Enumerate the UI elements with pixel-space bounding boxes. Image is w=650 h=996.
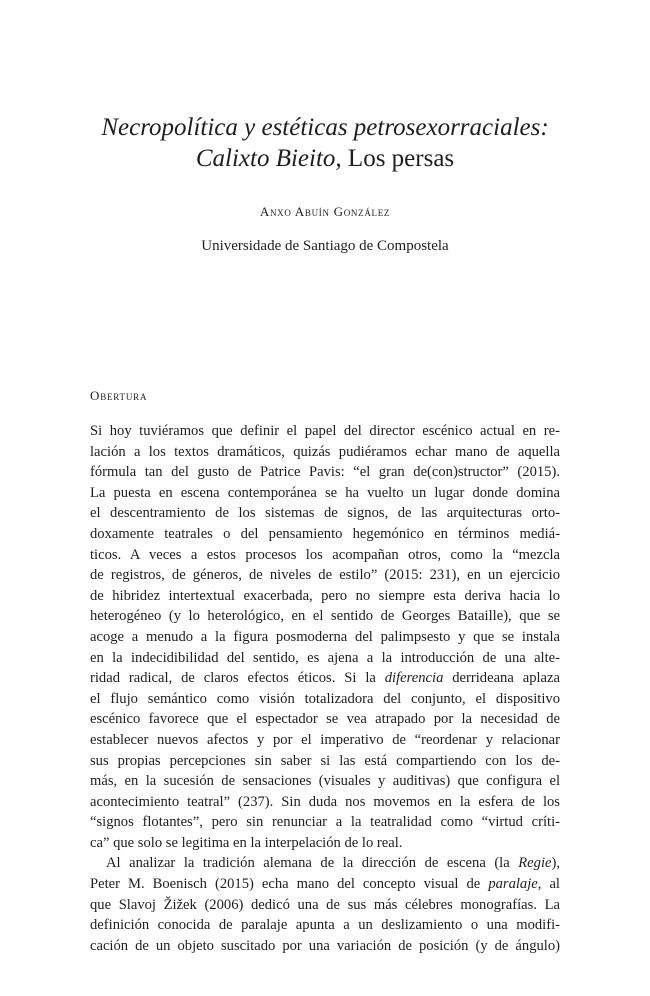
text-line: La puesta en escena contemporánea se ha vuelto un lugar donde domina [90,484,560,501]
text-line: cación de un objeto suscitado por una variación de posición (y de ángulo) [90,937,560,954]
emphasis-diferencia: diferencia [384,670,444,687]
text-line: de registros, de géneros, de niveles de estilo” (2015: 231), en un ejercicio [90,567,560,584]
author-affiliation: Universidade de Santiago de Compostela [201,238,449,254]
text-line: lación a los textos dramáticos, quizás pudiéramos echar mano de aquella [90,443,560,460]
text-line: escénico favorece que el espectador se vea atrapado por la necesidad de [90,711,560,728]
text-line: doxamente teatrales o del pensamiento hegemónico en términos mediá- [90,525,560,542]
text-segment: Peter M. Boenisch (2015) echa mano del concepto visual de [90,876,481,893]
text-line: Si hoy tuviéramos que definir el papel del director escénico actual en re- [90,423,560,439]
title-line-1: Necropolítica y estéticas petrosexorraciales: [101,114,549,141]
text-line: sus propias percepciones sin saber si las está compartiendo con los de- [90,752,560,769]
title-play-name: Los persas [341,145,455,172]
emphasis-paralaje: paralaje [488,876,538,893]
text-line: acontecimiento teatral” (237). Sin duda nos movemos en la esfera de los [90,793,560,810]
text-line: “signos flotantes”, pero sin renunciar a la teatralidad como “virtud críti- [90,814,560,831]
text-line-paralaje [90,874,560,895]
title-director-name: Calixto Bieito, [195,145,342,172]
text-segment: ), [551,855,560,872]
section-heading: Obertura [90,388,148,403]
text-line: fórmula tan del gusto de Patrice Pavis: “el gran de(con)structor” (2015). [90,464,560,481]
emphasis-regie: Regie [518,855,552,872]
text-segment: Al analizar la tradición alemana de la dirección de escena (la [106,855,510,872]
text-line: ca” que solo se legitima en la interpelación de lo real. [90,834,403,851]
text-line: más, en la sucesión de sensaciones (visuales y auditivas) que configura el [90,773,560,790]
text-segment: , al [537,876,560,893]
text-line-diferencia [90,668,560,689]
text-line: de hibridez intertextual exacerbada, pero no siempre esta deriva hacia lo [90,587,560,604]
title-line-2 [0,143,650,174]
text-line: el flujo semántico como visión totalizadora del conjunto, el dispositivo [90,690,560,707]
body-text [90,421,560,956]
text-line: establecer nuevos afectos y por el imperativo de “reordenar y relacionar [90,731,560,748]
text-line: heterogéneo (y lo heterológico, en el sentido de Georges Bataille), que se [90,608,560,625]
text-line: en la indecidibilidad del sentido, es ajena a la introducción de una alte- [90,649,560,666]
text-segment: derrideana aplaza [443,670,560,687]
text-line: ticos. A veces a estos procesos los acompañan otros, como la “mezcla [90,546,560,563]
text-segment: ridad radical, de claros efectos éticos. Si la [90,670,376,687]
author-name: Anxo Abuín González [259,204,391,219]
text-line: definición conocida de paralaje apunta a un deslizamiento o una modifi- [90,917,560,934]
text-line-regie [90,853,560,874]
text-line: acoge a menudo a la figura posmoderna del palimpsesto y que se instala [90,628,560,645]
text-line: que Slavoj Žižek (2006) dedicó una de sus más célebres monografías. La [90,896,560,913]
text-line: el descentramiento de los sistemas de signos, de las arquitecturas orto- [90,505,560,522]
article-title [0,112,650,174]
